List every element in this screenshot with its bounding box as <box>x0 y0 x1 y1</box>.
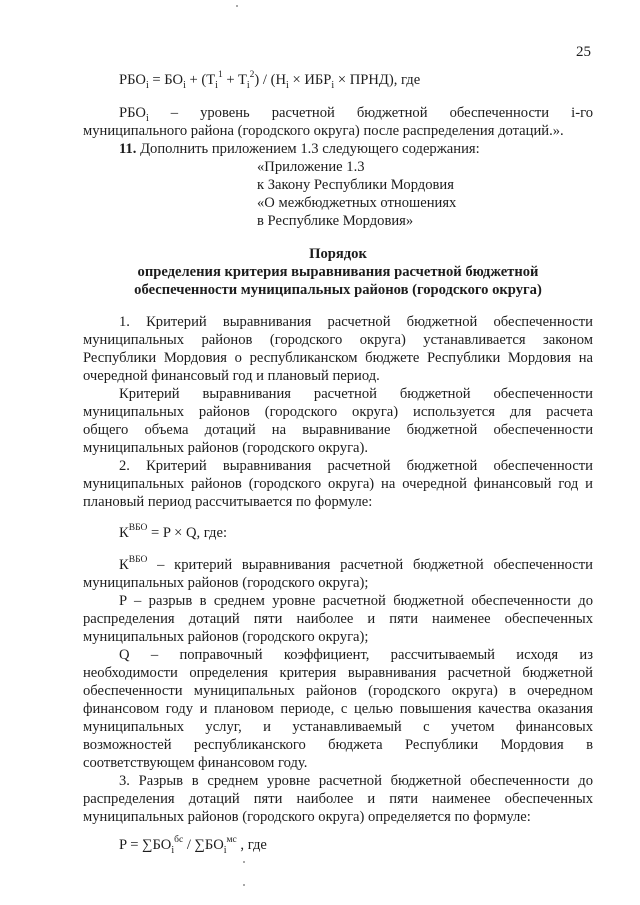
def-q-line-6: возможностей республиканского бюджета Республики Мордовия в <box>83 737 593 753</box>
def-rbo-line1: $РБО_i$ – уровень расчетной бюджетной обеспеченности i-го <box>119 105 593 124</box>
scan-speck <box>236 5 238 7</box>
p2-line-2: муниципальных районов (городского округа) используется для расчета <box>83 404 593 420</box>
document-page <box>83 0 593 905</box>
def-p-line-3: муниципальных районов (городского округа); <box>83 629 369 645</box>
def-q-line-3: обеспеченности муниципальных районов (городского округа) в очередном <box>83 683 593 699</box>
scan-speck <box>243 861 245 863</box>
p3-line-1: 2. Критерий выравнивания расчетной бюджетной обеспеченности <box>119 458 593 474</box>
heading-subtitle-1: определения критерия выравнивания расчетной бюджетной <box>137 264 539 280</box>
annex-line-3: «О межбюджетных отношениях <box>257 195 457 211</box>
formula-rbo: $РБО_i = БО_i + (T_i^1 + T_i^2) / (H_i \times ИБР_i$ × ПРНД), где <box>119 70 421 91</box>
page-number: 25 <box>576 44 591 60</box>
def-rbo-line2: муниципального района (городского округа) после распределения дотаций.». <box>83 123 564 139</box>
scan-speck <box>243 884 245 886</box>
heading-subtitle-2: обеспеченности муниципальных районов (городского округа) <box>134 282 542 298</box>
def-q-line-4: финансовом году и плановом периоде, с целью повышения качества оказания <box>83 701 593 717</box>
p2-line-1: Критерий выравнивания расчетной бюджетной обеспеченности <box>119 386 593 402</box>
heading-title: Порядок <box>309 246 367 262</box>
item-11: 11. Дополнить приложением 1.3 следующего содержания: <box>119 141 480 157</box>
p1-line-2: муниципальных районов (городского округа) устанавливается законом <box>83 332 593 348</box>
formula-k: $К^{ВБО} = P \times Q$, где: <box>119 523 228 541</box>
p4-line-1: 3. Разрыв в среднем уровне расчетной бюджетной обеспеченности до <box>119 773 593 789</box>
p1-line-3: Республики Мордовия о республиканском бюджете Республики Мордовия на <box>83 350 593 366</box>
p1-line-4: очередной финансовый год и плановый период. <box>83 368 380 384</box>
p1-line-1: 1. Критерий выравнивания расчетной бюджетной обеспеченности <box>119 314 593 330</box>
def-p-line-1: P – разрыв в среднем уровне расчетной бюджетной обеспеченности до <box>119 593 593 609</box>
p2-line-3: общего объема дотаций на выравнивание бюджетной обеспеченности <box>83 422 593 438</box>
annex-line-2: к Закону Республики Мордовия <box>257 177 454 193</box>
p4-line-3: муниципальных районов (городского округа) определяется по формуле: <box>83 809 531 825</box>
annex-line-1: «Приложение 1.3 <box>257 159 365 175</box>
p2-line-4: муниципальных районов (городского округа). <box>83 440 369 456</box>
def-k-line-2: муниципальных районов (городского округа); <box>83 575 369 591</box>
def-q-line-1: Q – поправочный коэффициент, рассчитываемый исходя из <box>119 647 593 663</box>
def-q-line-7: соответствующем финансовом году. <box>83 755 308 771</box>
annex-line-4: в Республике Мордовия» <box>257 213 414 229</box>
p3-line-3: плановый период рассчитывается по формуле: <box>83 494 373 510</box>
def-p-line-2: распределения дотаций пяти наиболее и пяти наименее обеспеченных <box>83 611 593 627</box>
def-k-line-1: $К^{ВБО}$ – критерий выравнивания расчетной бюджетной обеспеченности <box>119 555 593 573</box>
def-q-line-5: муниципальных услуг, и устанавливаемый с учетом финансовых <box>83 719 593 735</box>
formula-p: $P = \sum БО_i^{бс} / \sum БО_i^{мс}$ , где <box>119 835 267 856</box>
p4-line-2: распределения дотаций пяти наиболее и пяти наименее обеспеченных <box>83 791 593 807</box>
def-q-line-2: необходимости определения критерия выравнивания расчетной бюджетной <box>83 665 593 681</box>
p3-line-2: муниципальных районов (городского округа) на очередной финансовый год и <box>83 476 593 492</box>
